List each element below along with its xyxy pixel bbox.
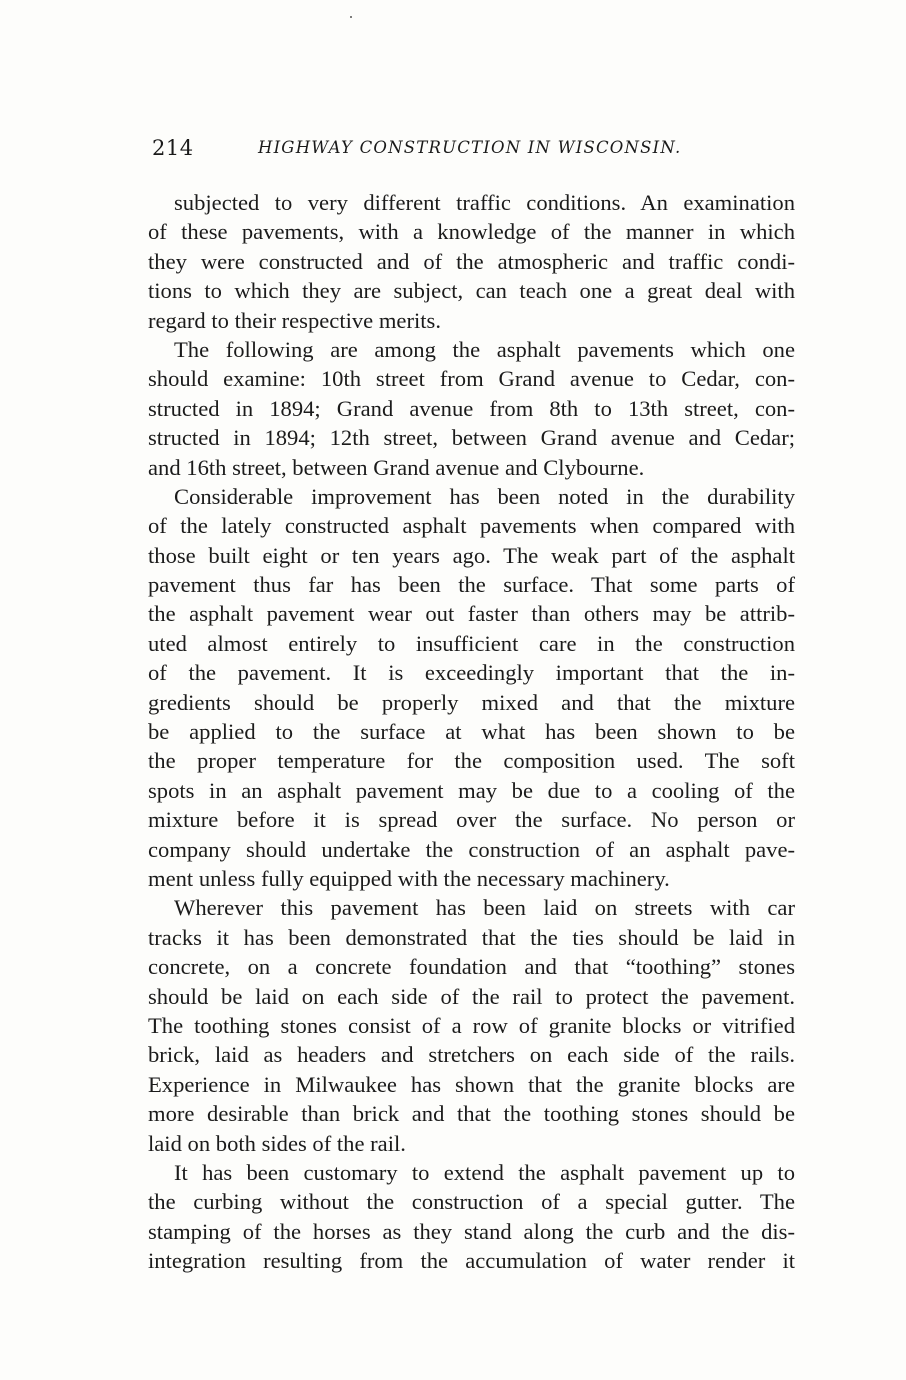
text-line: Considerable improvement has been noted in the durability — [174, 483, 795, 509]
text-line: of these pavements, with a knowledge of the manner in which — [148, 219, 795, 245]
text-line: those built eight or ten years ago. The weak part of the asphalt — [148, 542, 795, 568]
text-line: should examine: 10th street from Grand avenue to Cedar, con- — [148, 366, 795, 392]
text-line: ment unless fully equipped with the necessary machinery. — [148, 865, 670, 891]
text-line: the curbing without the construction of a special gutter. The — [148, 1189, 795, 1215]
text-line: spots in an asphalt pavement may be due to a cooling of the — [148, 777, 795, 803]
paragraph — [148, 1158, 795, 1276]
text-line: company should undertake the construction of an asphalt pave- — [148, 836, 795, 862]
text-line: subjected to very different traffic conditions. An examination — [174, 190, 795, 215]
paragraph — [148, 482, 795, 893]
body-text — [148, 188, 795, 1275]
text-line: of the lately constructed asphalt pavements when compared with — [148, 513, 795, 539]
paragraph — [148, 188, 795, 335]
text-line: be applied to the surface at what has been shown to be — [148, 719, 795, 745]
text-line: Experience in Milwaukee has shown that the granite blocks are — [148, 1071, 795, 1097]
text-line: they were constructed and of the atmospheric and traffic condi- — [148, 248, 795, 274]
text-line: of the pavement. It is exceedingly important that the in- — [148, 660, 795, 686]
text-line: mixture before it is spread over the surface. No person or — [148, 807, 795, 833]
page-speck — [350, 16, 352, 18]
text-line: integration resulting from the accumulation of water render it — [148, 1248, 795, 1274]
text-line: uted almost entirely to insufficient care in the construction — [148, 630, 795, 656]
page-number: 214 — [152, 136, 194, 160]
paragraph — [148, 335, 795, 482]
text-line: The following are among the asphalt pavements which one — [174, 336, 795, 362]
text-line: the proper temperature for the composition used. The soft — [148, 748, 795, 774]
text-line: should be laid on each side of the rail to protect the pavement. — [148, 983, 795, 1009]
text-line: structed in 1894; Grand avenue from 8th to 13th street, con- — [148, 395, 795, 421]
text-line: pavement thus far has been the surface. That some parts of — [148, 572, 795, 598]
paragraph — [148, 893, 795, 1158]
text-line: It has been customary to extend the asphalt pavement up to — [174, 1159, 795, 1185]
text-line: more desirable than brick and that the toothing stones should be — [148, 1101, 795, 1127]
text-line: and 16th street, between Grand avenue and Clybourne. — [148, 454, 645, 480]
text-line: regard to their respective merits. — [148, 307, 441, 333]
text-line: structed in 1894; 12th street, between Grand avenue and Cedar; — [148, 425, 795, 451]
page-header — [152, 136, 802, 166]
text-line: tions to which they are subject, can teach one a great deal with — [148, 278, 795, 304]
text-line: The toothing stones consist of a row of granite blocks or vitrified — [148, 1012, 795, 1038]
text-line: concrete, on a concrete foundation and that “toothing” stones — [148, 954, 795, 980]
text-line: laid on both sides of the rail. — [148, 1130, 406, 1156]
running-title: HIGHWAY CONSTRUCTION IN WISCONSIN. — [258, 138, 682, 157]
text-line: the asphalt pavement wear out faster than others may be attrib- — [148, 601, 795, 627]
text-line: brick, laid as headers and stretchers on each side of the rails. — [148, 1042, 795, 1068]
text-line: gredients should be properly mixed and that the mixture — [148, 689, 795, 715]
text-line: Wherever this pavement has been laid on streets with car — [174, 895, 795, 921]
text-line: stamping of the horses as they stand along the curb and the dis- — [148, 1218, 795, 1244]
text-line: tracks it has been demonstrated that the ties should be laid in — [148, 924, 795, 950]
